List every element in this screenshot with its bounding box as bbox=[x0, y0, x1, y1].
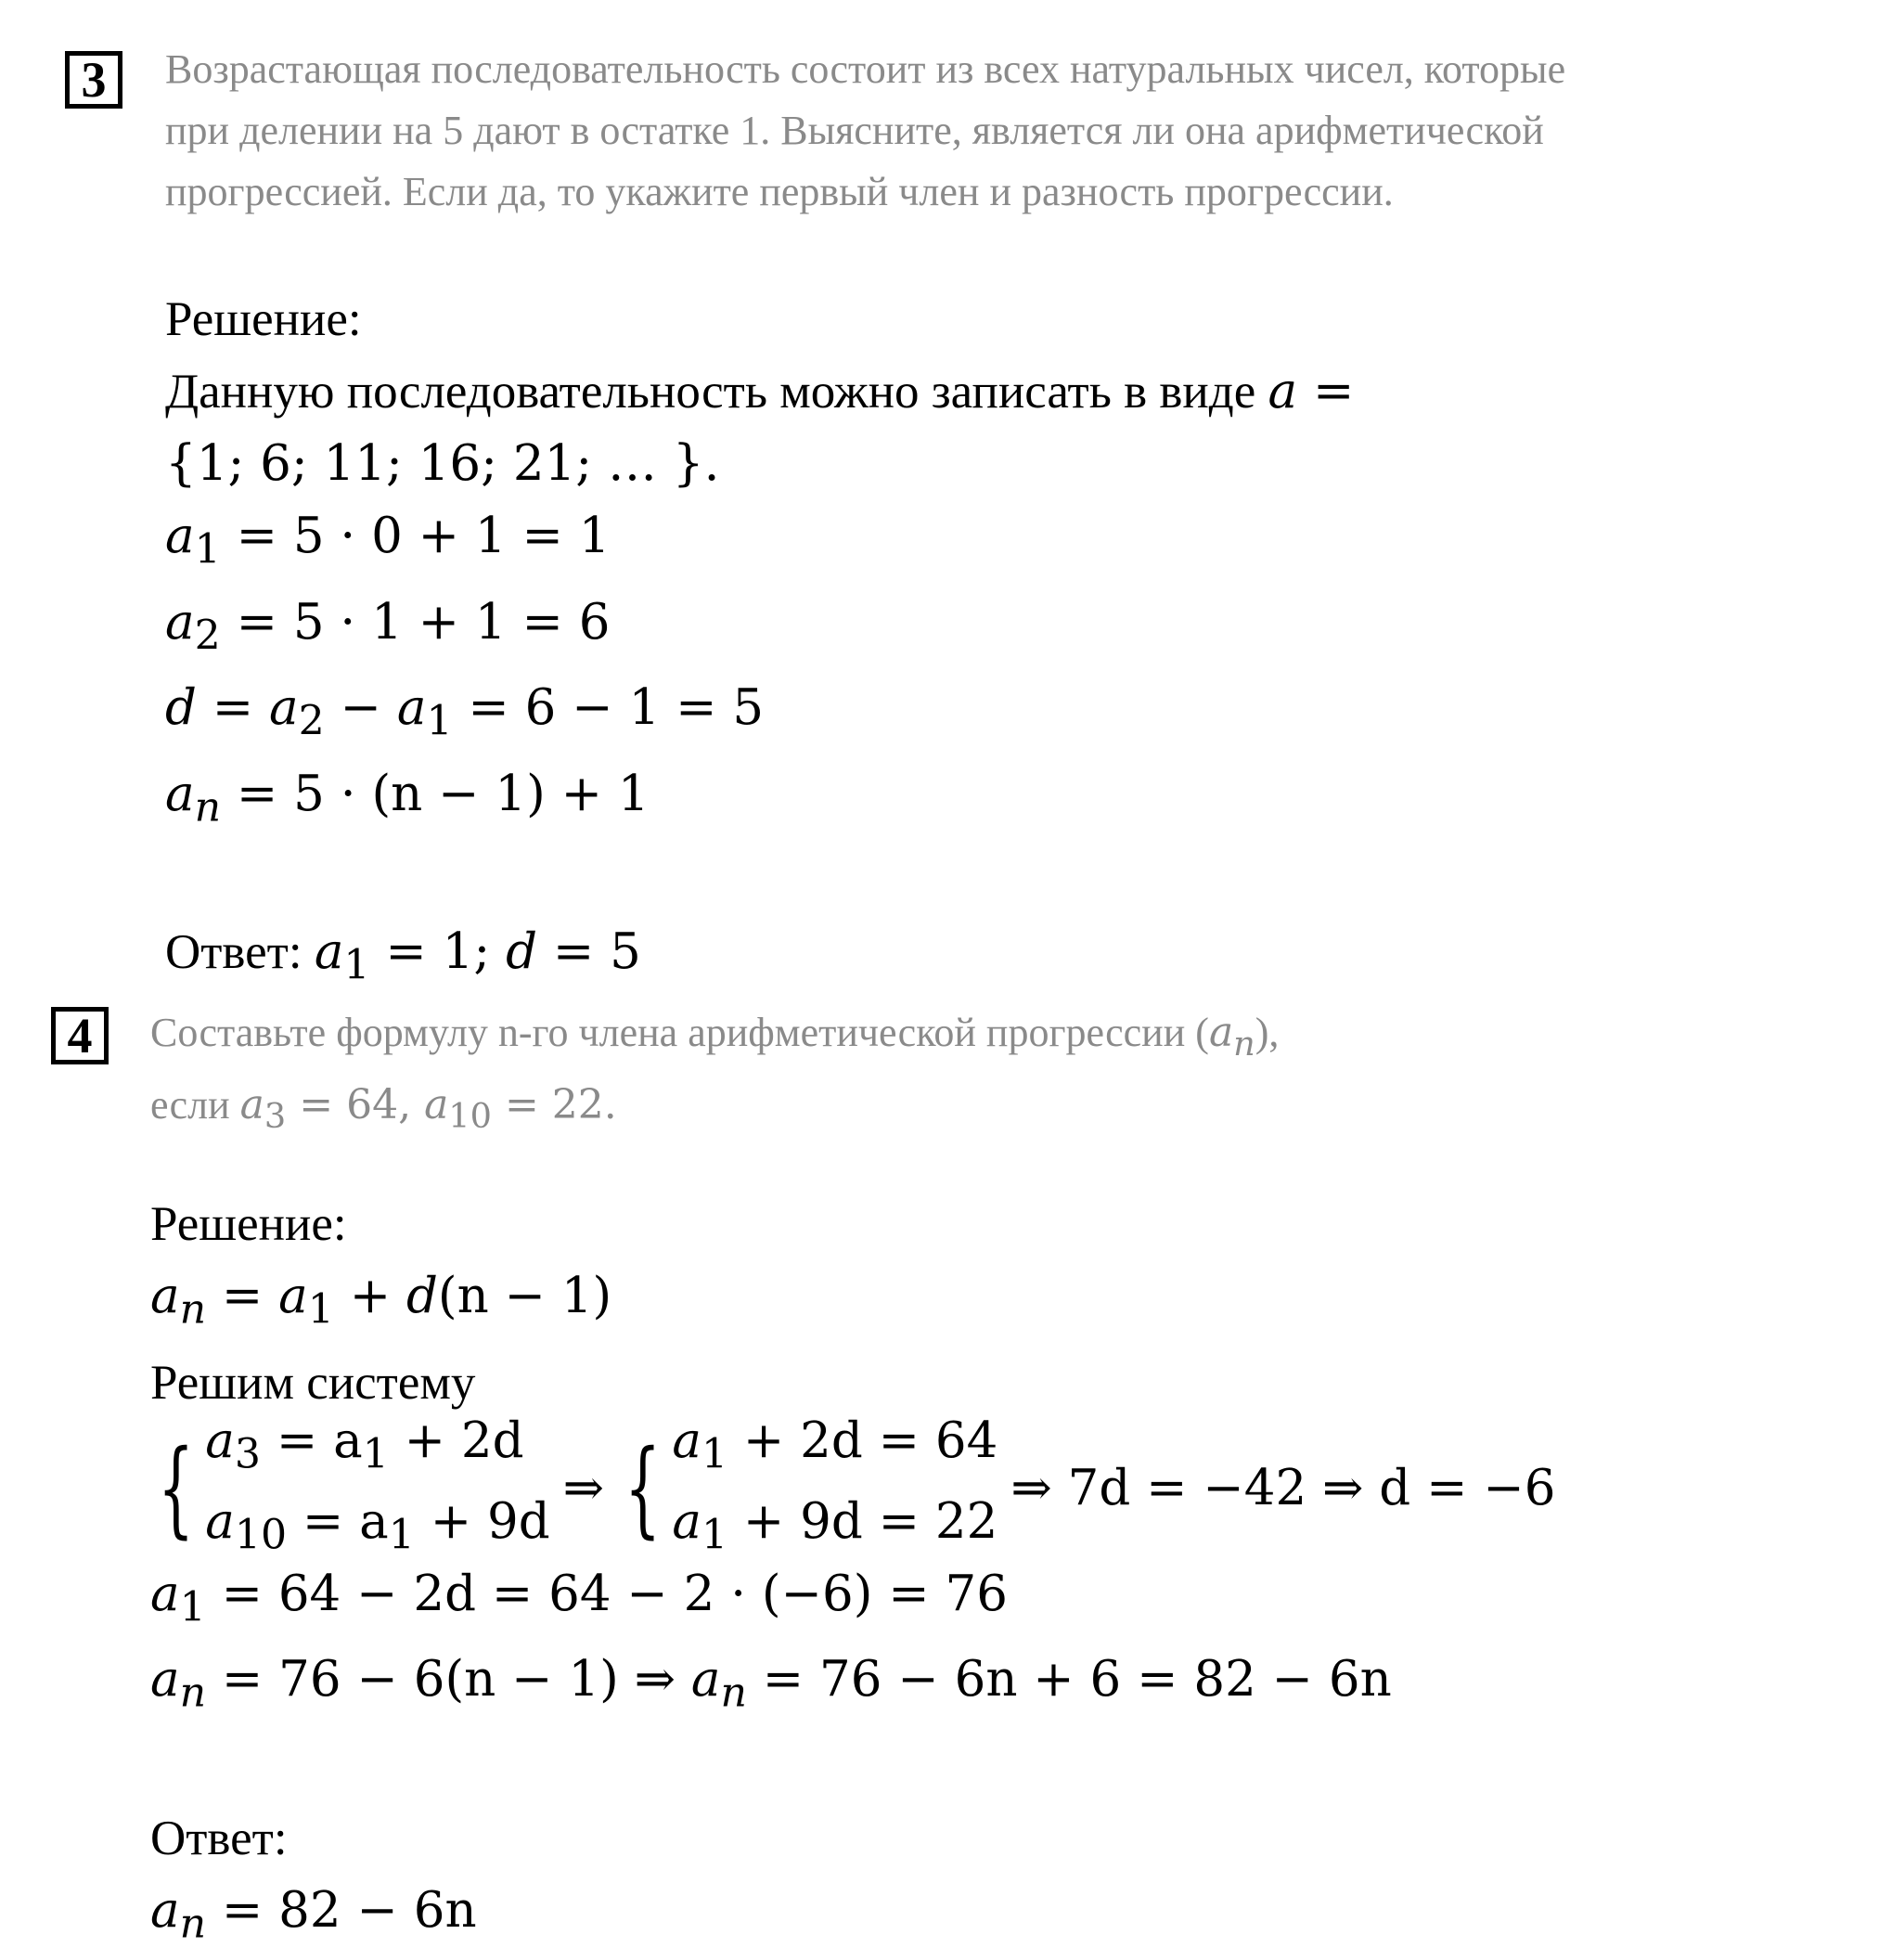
problem-number: 4 bbox=[67, 1008, 93, 1064]
problem-4-statement bbox=[150, 1002, 1279, 1147]
step-a2: $a_2 = 5 \cdot 1 + 1 = 6$ bbox=[165, 593, 611, 660]
system-right: { $a_1 + 2d = 64$ $a_1 + 9d = 22$ bbox=[624, 1412, 998, 1559]
solution-intro: Данную последовательность можно записать в виде a = bbox=[165, 363, 1355, 419]
system-of-equations: { $a_3 = a_1 + 2d$ $a_{10} = a_1 + 9d$ ⇒ { $a_1 + 2d = 64$ $a_1 + 9d = 22$ ⇒ 7d = −42 ⇒ d = −6 bbox=[150, 1419, 1555, 1558]
problem-number: 3 bbox=[81, 52, 107, 108]
system-left: { $a_3 = a_1 + 2d$ $a_{10} = a_1 + 9d$ bbox=[158, 1412, 550, 1559]
step-a1: $a_1 = 5 \cdot 0 + 1 = 1$ bbox=[165, 508, 611, 574]
problem-text-line: Составьте формулу n-го члена арифметической прогрессии $(a_n)$, bbox=[150, 1009, 1280, 1064]
problem-4-solution bbox=[150, 1188, 1555, 1960]
problem-text-line: при делении на 5 дают в остатке 1. Выясните, является ли она арифметической bbox=[165, 108, 1544, 153]
solution-label: Решение: bbox=[165, 292, 362, 346]
sequence-expression: {1; 6; 11; 16; 21; … }. bbox=[165, 435, 720, 492]
problem-text-line: Возрастающая последовательность состоит из всех натуральных чисел, которые bbox=[165, 46, 1566, 92]
general-formula: $a_n = a_1 + d(n - 1)$ bbox=[150, 1268, 612, 1334]
a1-calculation: $a_1 = 64 - 2d = 64 - 2 \cdot (-6) = 76$ bbox=[150, 1565, 1008, 1631]
answer-label: Ответ: bbox=[150, 1811, 288, 1865]
answer-label: Ответ: bbox=[165, 925, 302, 980]
system-result: ⇒ 7d = −42 ⇒ d = −6 bbox=[1010, 1459, 1556, 1516]
problem-number-badge bbox=[65, 51, 122, 109]
answer-formula: $a_n = 82 - 6n$ bbox=[150, 1881, 477, 1948]
an-calculation: $a_n = 76 - 6(n - 1)$ ⇒ $a_n = 76 - 6n + 6 = 82 - 6n$ bbox=[150, 1651, 1392, 1717]
problem-number-badge bbox=[51, 1007, 109, 1064]
problem-3-statement bbox=[165, 39, 1565, 223]
step-an: $a_n = 5 \cdot (n - 1) + 1$ bbox=[165, 765, 650, 832]
solution-label: Решение: bbox=[150, 1197, 347, 1251]
answer-line: Ответ: $a_1 = 1$; d = 5 bbox=[165, 923, 641, 989]
problem-text-line: прогрессией. Если да, то укажите первый член и разность прогрессии. bbox=[165, 169, 1394, 214]
intro-variable: a = bbox=[1268, 363, 1355, 419]
system-label: Решим систему bbox=[150, 1355, 476, 1410]
step-d: $d = a_2 - a_1 = 6 - 1 = 5$ bbox=[165, 679, 765, 745]
problem-text-line: если $a_3 = 64$, $a_{10} = 22$. bbox=[150, 1080, 617, 1136]
problem-3-solution bbox=[165, 283, 1354, 1002]
